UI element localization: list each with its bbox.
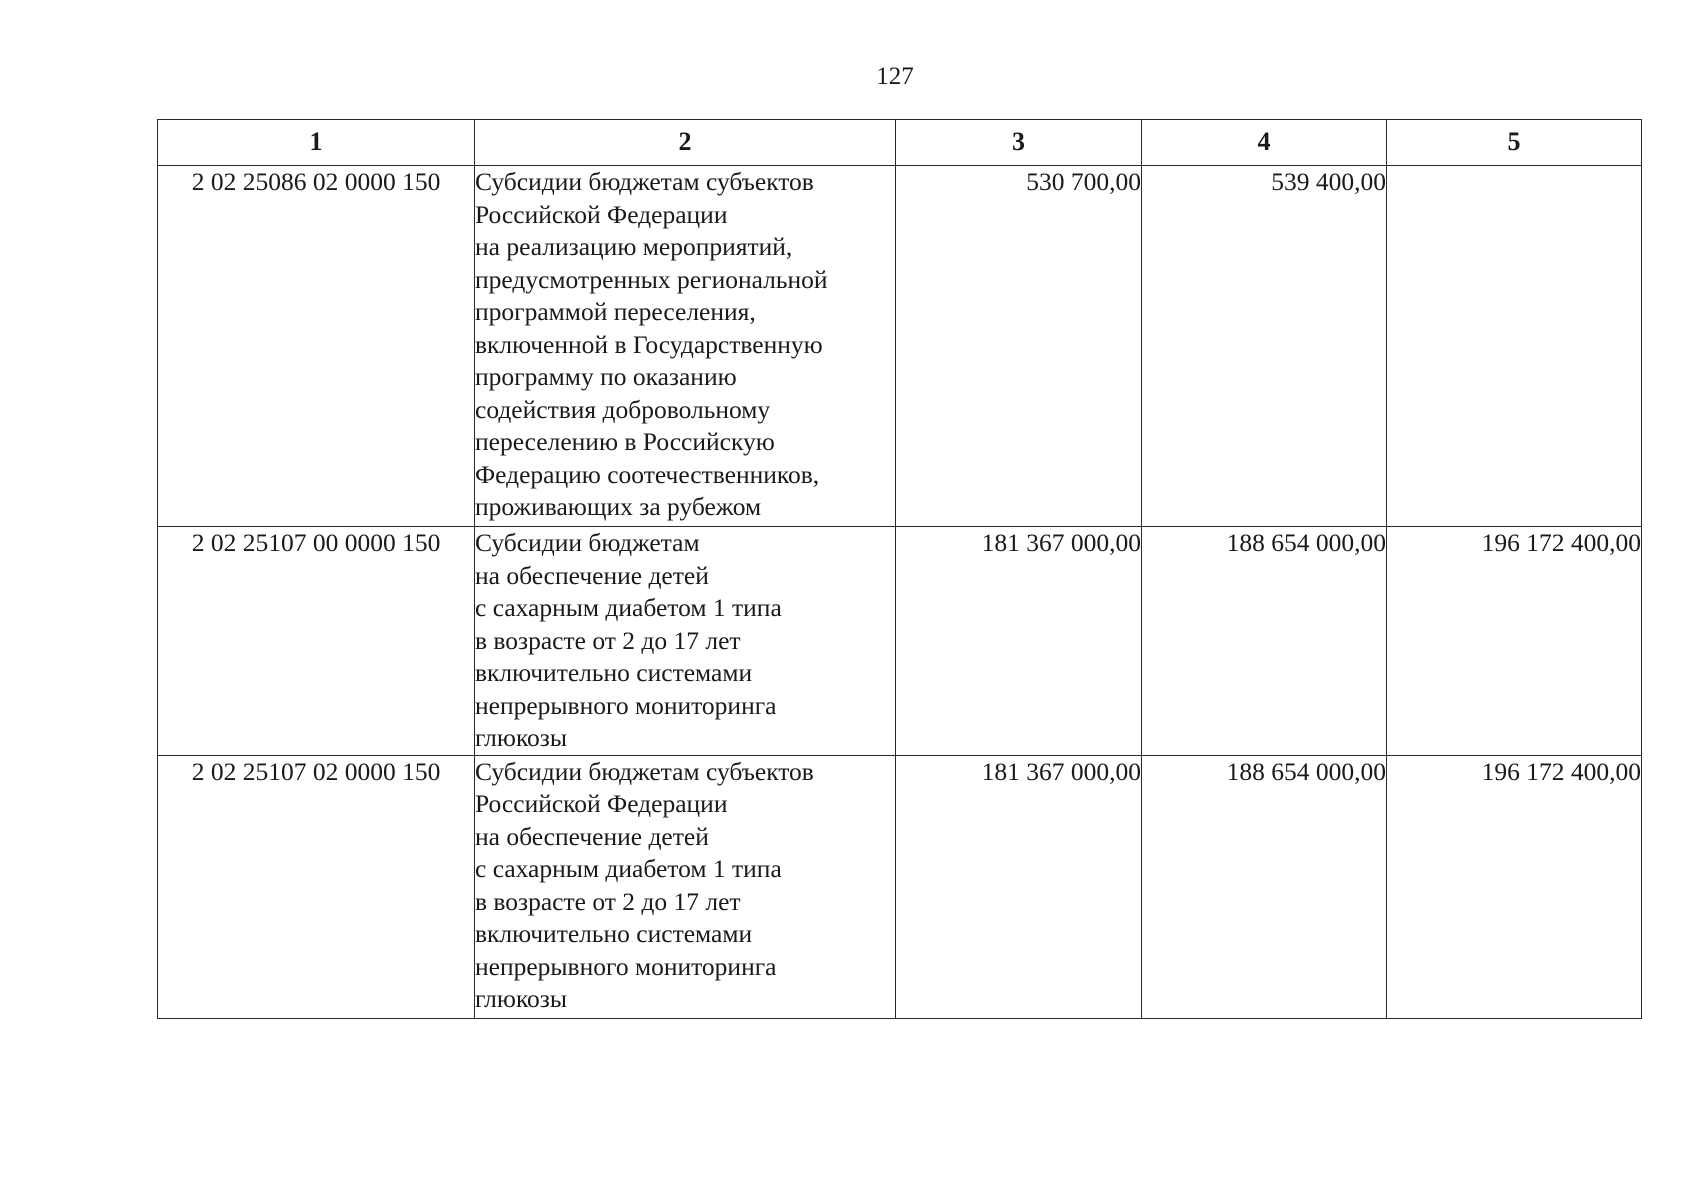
description-line: в возрасте от 2 до 17 лет — [475, 625, 741, 655]
budget-code-cell: 2 02 25107 00 0000 150 — [158, 527, 475, 756]
description-line: программу по оказанию — [475, 362, 737, 391]
description-line: на реализацию мероприятий, — [475, 232, 793, 261]
description-line: в возрасте от 2 до 17 лет — [475, 886, 741, 916]
amount-col4-cell: 188 654 000,00 — [1142, 755, 1387, 1018]
header-row — [158, 120, 1642, 166]
table-row — [158, 755, 1642, 1018]
amount-col3-cell: 181 367 000,00 — [896, 755, 1142, 1018]
column-header-2: 2 — [475, 120, 896, 166]
amount-col5-cell: 196 172 400,00 — [1387, 527, 1642, 756]
description-cell — [475, 755, 896, 1018]
column-header-1: 1 — [158, 120, 475, 166]
description-line: глюкозы — [475, 723, 567, 752]
description-line: предусмотренных региональной — [475, 264, 828, 294]
description-cell — [475, 166, 896, 527]
description-line: включительно системами — [475, 919, 753, 948]
budget-code-cell: 2 02 25107 02 0000 150 — [158, 755, 475, 1018]
description-line: на обеспечение детей — [475, 560, 709, 590]
amount-col4-cell: 188 654 000,00 — [1142, 527, 1387, 756]
table-row — [158, 166, 1642, 527]
description-line: включенной в Государственную — [475, 329, 823, 359]
description-line: Субсидии бюджетам субъектов — [475, 167, 814, 196]
description-line: Российской Федерации — [475, 789, 728, 818]
description-line: непрерывного мониторинга — [475, 690, 777, 720]
description-line: непрерывного мониторинга — [475, 951, 777, 981]
table-header — [158, 120, 1642, 166]
table-row — [158, 527, 1642, 756]
description-line: Федерацию соотечественников, — [475, 459, 820, 489]
description-line: на обеспечение детей — [475, 821, 709, 851]
description-line: переселению в Российскую — [475, 427, 775, 456]
amount-col5-cell — [1387, 166, 1642, 527]
amount-col3-cell: 530 700,00 — [896, 166, 1142, 527]
description-line: программой переселения, — [475, 297, 756, 326]
column-header-4: 4 — [1142, 120, 1387, 166]
page-number: 127 — [876, 63, 914, 90]
column-header-3: 3 — [896, 120, 1142, 166]
description-line: содействия добровольному — [475, 394, 771, 424]
amount-col5-cell: 196 172 400,00 — [1387, 755, 1642, 1018]
description-line: глюкозы — [475, 984, 567, 1013]
column-header-5: 5 — [1387, 120, 1642, 166]
budget-code-cell: 2 02 25086 02 0000 150 — [158, 166, 475, 527]
amount-col3-cell: 181 367 000,00 — [896, 527, 1142, 756]
budget-table — [157, 119, 1642, 1019]
description-line: с сахарным диабетом 1 типа — [475, 593, 782, 622]
description-line: Российской Федерации — [475, 199, 728, 229]
description-line: проживающих за рубежом — [475, 492, 762, 521]
amount-col4-cell: 539 400,00 — [1142, 166, 1387, 527]
description-line: Субсидии бюджетам субъектов — [475, 756, 814, 786]
description-line: включительно системами — [475, 658, 753, 687]
description-line: с сахарным диабетом 1 типа — [475, 854, 782, 883]
table-body — [158, 166, 1642, 1019]
description-cell — [475, 527, 896, 756]
description-line: Субсидии бюджетам — [475, 528, 700, 557]
